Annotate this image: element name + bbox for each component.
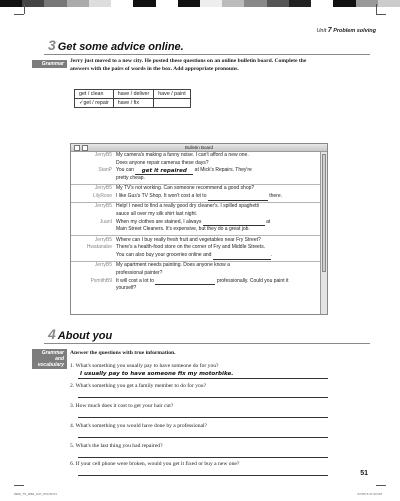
answer-blank[interactable] [135,168,193,175]
post-text: My camera's making a funny noise. I can't afford a new one. [116,152,249,158]
answer-blank[interactable] [208,194,268,201]
reply-text: pretty cheap. [116,175,145,182]
question-number: 6. [70,461,75,467]
reply-text: there. [269,193,283,200]
thread-separator [71,202,321,203]
crop-mark [14,14,24,15]
post-text: Does anyone repair cameras these days? [116,159,209,166]
post-text: My TV's not working. Can someone recommend a good shop? [116,185,255,192]
crop-mark [376,485,386,486]
reply-continued [71,226,321,234]
reply [71,278,321,286]
post-user: JuanI [99,218,112,225]
unit-title: Problem solving [333,28,376,34]
question-text: If your cell phone were broken, would you get it fixed or buy a new one? [75,461,240,467]
word-pair [154,99,190,108]
question [70,461,239,467]
post-user: LilyRose [92,193,112,200]
question-number: 4. [70,423,75,429]
section-3-instructions: Jerry just moved to a new city. He posted these questions on an online bulletin board. Complete the answers with the pairs of words in the box. Add appropriate pronouns. [70,58,307,72]
reply-continued [71,285,321,293]
question-number: 1. [70,363,75,369]
section-title-text: Get some advice online. [57,41,184,53]
reply-text: There's a health-food store on the corner of Fry and Middle Streets. [116,244,266,251]
word-pair: have / deliver [113,90,154,99]
section-4-instructions: Answer the questions with true information. [70,350,176,356]
reply-text: When my clothes are stained, I always [116,218,202,225]
grammar-vocabulary-tag: Grammar and vocabulary [32,349,67,369]
reply-continued [71,175,321,183]
question-text: What's something you get a family member to do for you? [75,383,207,389]
question [70,383,206,389]
section-number: 3 [48,37,56,53]
word-pair: get / clean [75,90,114,99]
crop-mark [376,14,386,15]
question-text: What's the last thing you had repaired? [75,443,163,449]
word-pair: have / fix [113,99,154,108]
answer-blank[interactable] [213,253,271,260]
answer-blank[interactable] [203,219,265,226]
post-user: JerryB5 [94,185,112,192]
question-number: 5. [70,443,75,449]
section-divider [44,343,370,344]
reply-text: professionally. Could you paint it [216,277,289,284]
print-registration-bar [0,0,400,9]
answer-line[interactable] [78,457,328,458]
question [70,423,207,429]
post-text: Help! I need to find a really good dry cleaner's. I spilled spaghetti [116,203,259,210]
section-3-title [48,37,184,53]
section-title-text: About you [57,330,113,342]
reply [71,244,321,252]
handwritten-answer: I usually pay to have someone fix my motorbike. [80,371,234,377]
question-text: How much does it cost to get your hair cut? [75,403,174,409]
post-user: JerryB5 [94,203,112,210]
section-4-title [48,326,112,342]
answer-line[interactable] [78,475,328,476]
answer-blank[interactable] [155,278,215,285]
crop-mark [376,4,377,14]
post-text: professional painter? [116,269,163,276]
question-text: What's something you would have done by a professional? [75,423,208,429]
question [70,363,219,369]
reply [71,219,321,227]
reply [71,193,321,201]
grammar-tag: Grammar [32,60,67,68]
answer-line[interactable] [78,397,328,398]
reply [71,167,321,175]
thread-separator [71,261,321,262]
unit-header [316,27,376,34]
section-number: 4 [48,326,56,342]
answer-line[interactable] [78,437,328,438]
question-number: 3. [70,403,75,409]
reply-text: yourself? [116,285,137,292]
answer-line[interactable] [78,417,328,418]
post-continued [71,160,321,168]
post [71,237,321,245]
reply-continued: You can also buy your groceries online and . [116,251,273,258]
reply-text: Main Street Cleaners. It's expensive, but they do a great job. [116,226,250,233]
question-number: 2. [70,383,75,389]
post-user: StanP [98,167,112,174]
bulletin-board-window [70,143,328,315]
minimize-icon[interactable] [82,145,88,151]
reply-text: You can [116,167,134,174]
post [71,185,321,193]
post-user: JerryB5 [94,262,112,269]
window-title: Bulletin Board [184,145,214,150]
scrollbar[interactable] [320,152,327,314]
post-user: JerryB5 [94,236,112,243]
reply-text: at [266,218,271,225]
post-text: Where can I buy really fresh fruit and vegetables near Fry Street? [116,236,261,243]
window-titlebar [71,144,327,152]
handwritten-answer: get it repaired [141,168,187,175]
post-continued [71,270,321,278]
crop-mark [14,485,24,486]
thread-separator [71,184,321,185]
word-pair: have / paint [154,90,190,99]
post-user: PsmithB9 [90,277,112,284]
word-pairs-row [75,90,191,99]
reply-text: I like Gus's TV Shop. It won't cost a lot to [116,193,207,200]
page-number: 51 [360,470,368,477]
unit-number: 7 [327,27,332,34]
thread-separator [71,235,321,236]
post [71,152,321,160]
section-divider [44,54,370,55]
question-text: What's something you usually pay to have someone do for you? [75,363,219,369]
question [70,443,163,449]
scrollbar-thumb[interactable] [322,154,326,272]
reply-text: It will cost a lot to [116,277,155,284]
reply-text: at Mick's Repairs. They're [194,167,252,174]
post-user: JerryB5 [94,152,112,158]
post-continued [71,211,321,219]
print-slug-left: 9999_TS_WB4_U07_P04.56 51 [14,492,57,496]
word-pairs-box [74,89,191,108]
answer-line[interactable] [78,378,328,379]
bulletin-board-body [71,152,321,314]
post [71,203,321,211]
post-text: sauce all over my silk shirt last night. [116,210,198,217]
unit-label: Unit [316,28,327,34]
post [71,262,321,270]
question [70,403,173,409]
close-icon[interactable] [74,145,80,151]
print-slug-right: 6/7/06 5:37:33 PM [357,492,382,496]
word-pair: ✓get / repair [75,99,114,108]
post-user: Hwatanabe [86,244,112,251]
word-pairs-row [75,99,191,108]
post-text: My apartment needs painting. Does anyone know a [116,262,230,269]
crop-mark [24,4,25,14]
reply-text: You can also buy your groceries online and [116,251,212,258]
